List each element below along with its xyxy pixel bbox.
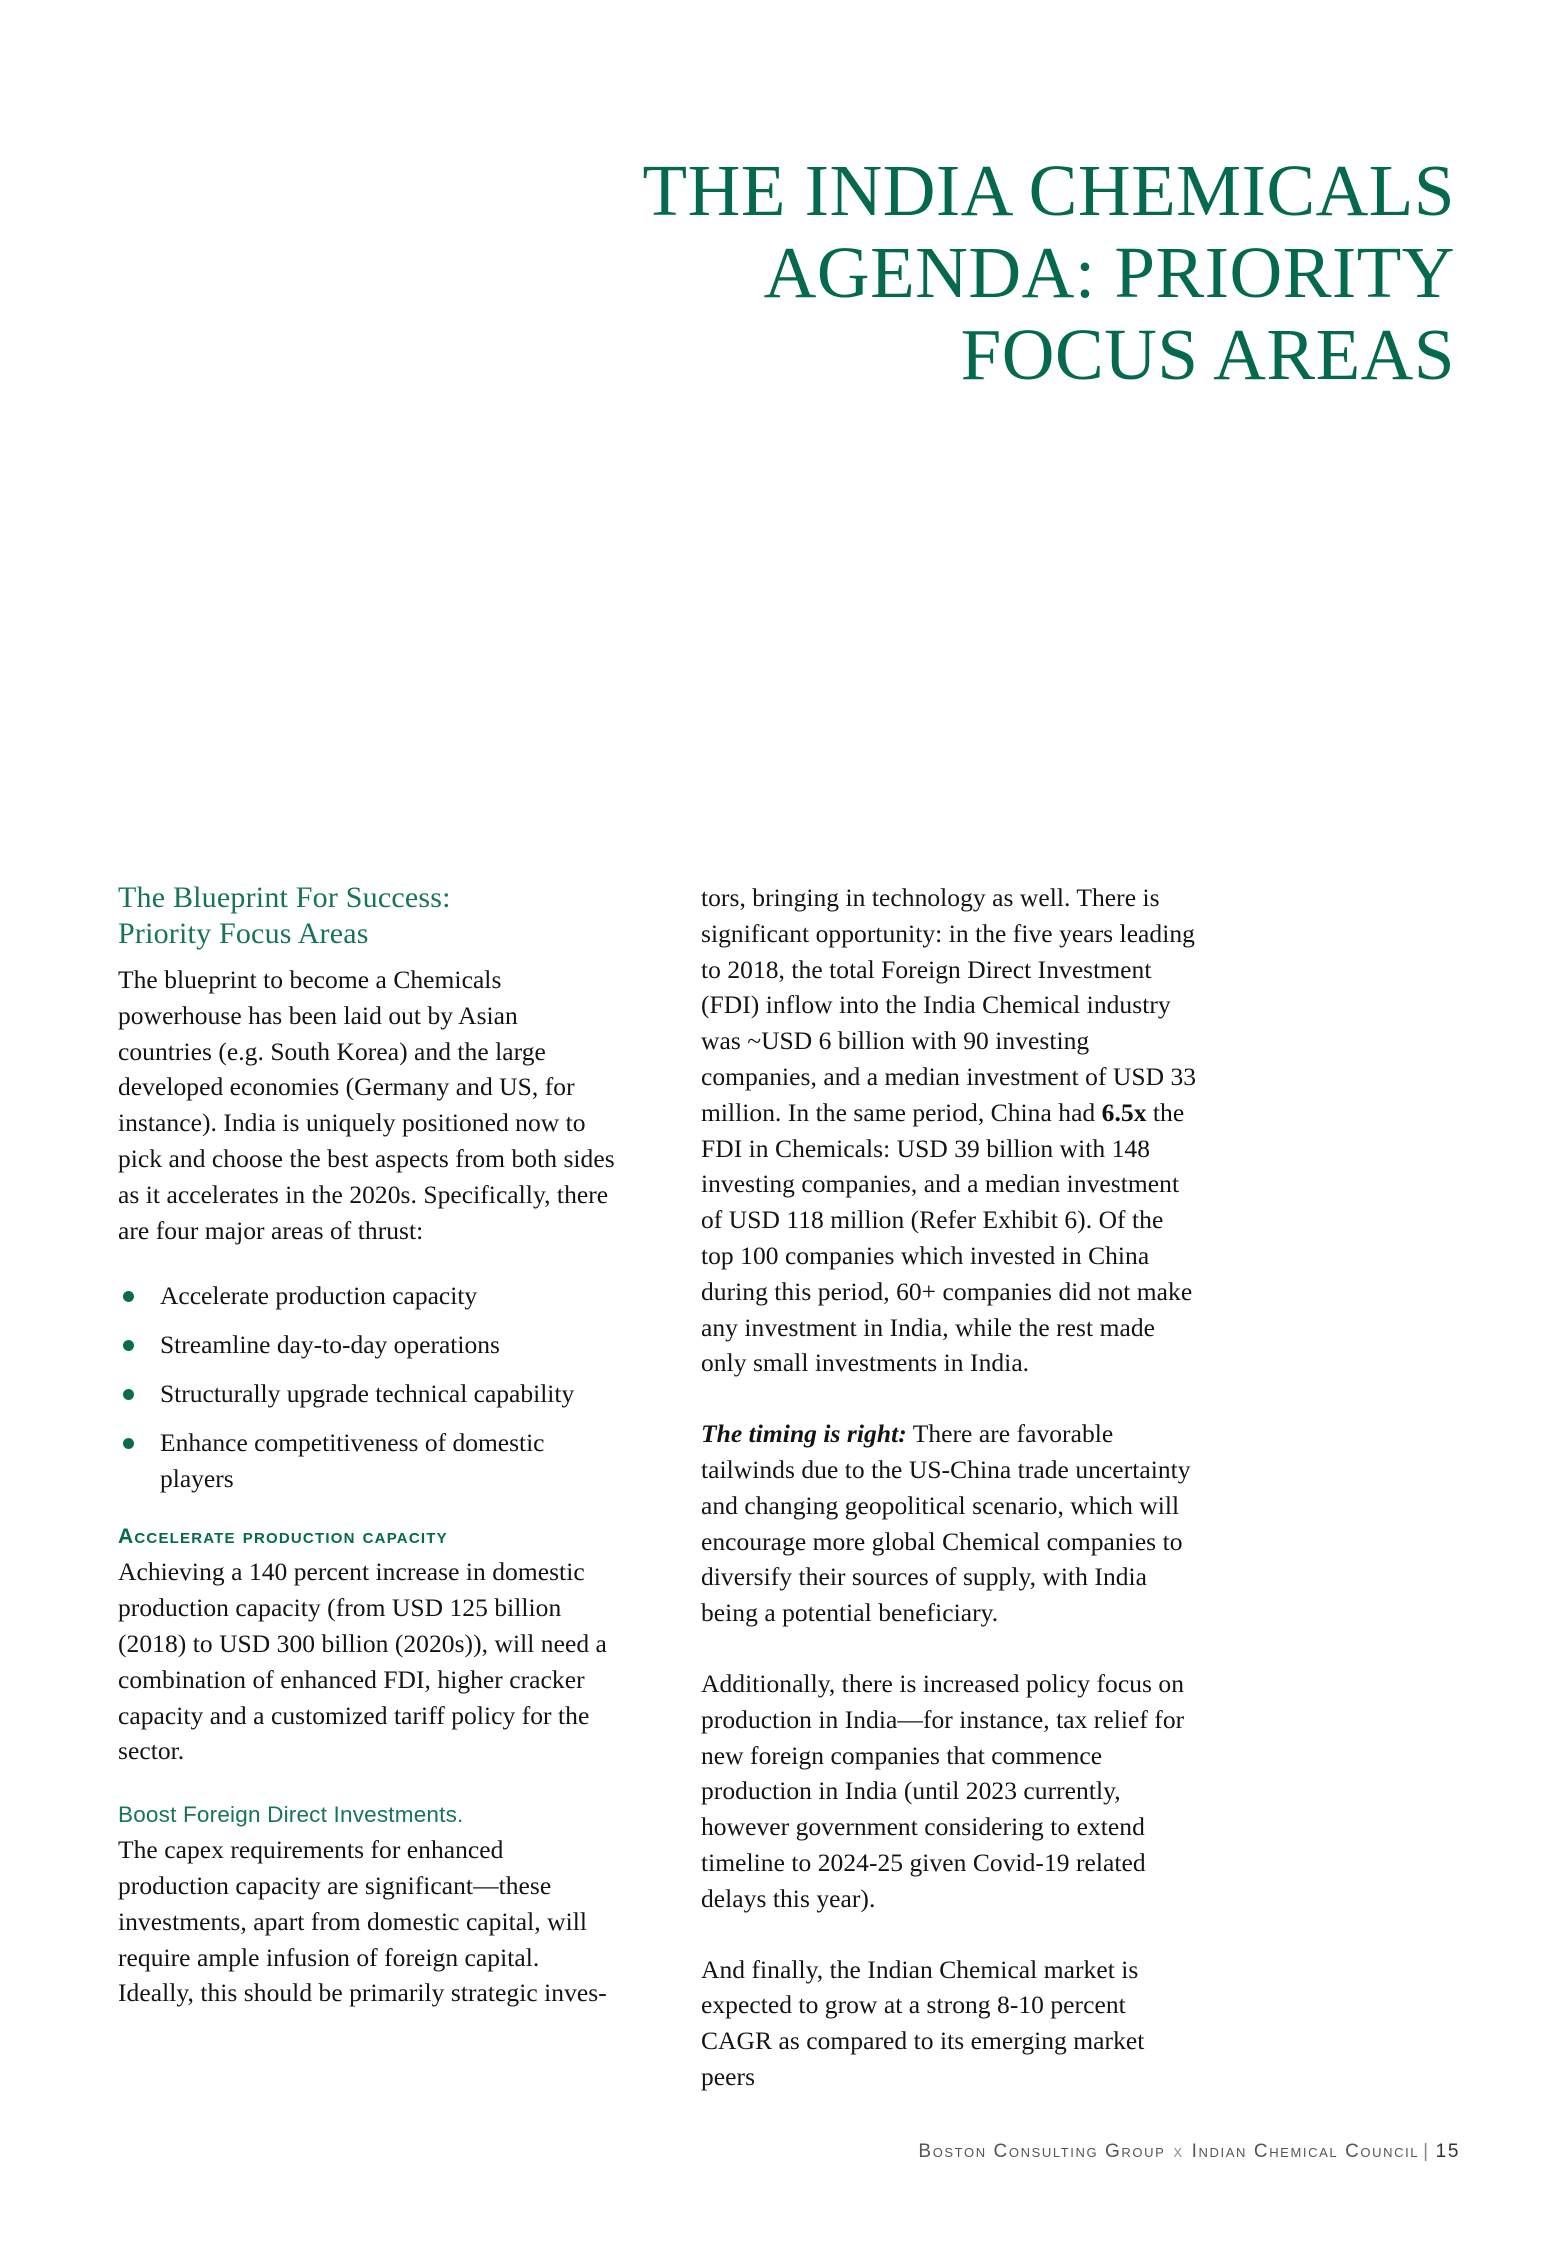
footer-page-number: 15 xyxy=(1435,2141,1460,2162)
list-item-label: Enhance competitiveness of domestic players xyxy=(160,1427,545,1493)
bullet-dot-icon xyxy=(123,1291,134,1302)
bullet-dot-icon xyxy=(123,1438,134,1449)
list-item xyxy=(118,1327,618,1363)
paragraph-intro: The blueprint to become a Chemicals powerhouse has been laid out by Asian countries (e.g. South Korea) and the large developed economies (Germany and US, for instance). India is uniquely positioned now to pick and choose the best aspects from both sides as it accelerates in the 2020s. Specifically, there are four major areas of thrust: xyxy=(118,965,615,1245)
subheading-boost-foreign-direct-investments: Boost Foreign Direct Investments. xyxy=(118,1802,464,1828)
paragraph-fdi-continued xyxy=(701,880,1201,1381)
bullet-dot-icon xyxy=(123,1340,134,1351)
body-columns xyxy=(118,880,1253,2100)
subheading-accelerate-production-capacity: Accelerate production capacity xyxy=(118,1525,448,1549)
list-item xyxy=(118,1278,618,1314)
list-item-label: Streamline day-to-day operations xyxy=(160,1330,500,1360)
paragraph-timing-lead-in: The timing is right: xyxy=(701,1419,907,1449)
paragraph-fdi-lead: tors, bringing in technology as well. There is significant opportunity: in the five years leading to 2018, the total Foreign Direct Investment (FDI) inflow into the India Chemical industry was ~USD 6 billion with 90 investing companies, and a median investment of USD 33 million. In the same period, China had xyxy=(701,883,1197,1127)
section-heading-line-2: Priority Focus Areas xyxy=(118,917,369,950)
footer-org-one: Boston Consulting Group xyxy=(918,2141,1166,2162)
bullet-dot-icon xyxy=(123,1389,134,1400)
page-title-line-3: FOCUS AREAS xyxy=(960,314,1455,395)
focus-area-list xyxy=(118,1278,618,1496)
paragraph-timing xyxy=(701,1416,1201,1631)
paragraph-policy-focus: Additionally, there is increased policy focus on production in India—for instance, tax relief for new foreign companies that commence production in India (until 2023 currently, however government considering to extend timeline to 2024-25 given Covid-19 related delays this year). xyxy=(701,1668,1185,1913)
list-item xyxy=(118,1425,618,1497)
list-item-label: Structurally upgrade technical capability xyxy=(160,1378,575,1408)
page-title-line-1: THE INDIA CHEMICALS xyxy=(642,150,1455,231)
footer-connector: x xyxy=(1173,2141,1184,2162)
paragraph-fdi-multiple: 6.5x xyxy=(1101,1097,1147,1127)
footer-org-two: Indian Chemical Council xyxy=(1191,2141,1420,2162)
list-item-label: Accelerate production capacity xyxy=(160,1281,478,1311)
section-heading-line-1: The Blueprint For Success: xyxy=(118,881,451,914)
list-item xyxy=(118,1376,618,1412)
page-title-line-2: AGENDA: PRIORITY xyxy=(763,232,1455,313)
paragraph-fdi-tail: the FDI in Chemicals: USD 39 billion with 148 investing companies, and a median investment of USD 118 million (Refer Exhibit 6). Of the top 100 companies which invested in China during this period, 60+ companies did not make any investment in India, while the rest made only small investments in India. xyxy=(701,1097,1193,1378)
section-heading-blueprint xyxy=(118,880,618,952)
paragraph-accelerate: Achieving a 140 percent increase in domestic production capacity (from USD 125 billion (2018) to USD 300 billion (2020s)), will need a combination of enhanced FDI, higher cracker capacity and a customized tariff policy for the sector. xyxy=(118,1557,607,1766)
page-title xyxy=(330,150,1455,396)
paragraph-boost-fdi: The capex requirements for enhanced production capacity are significant—these investments, apart from domestic capital, will require ample infusion of foreign capital. Ideally, this should be primarily strategic inves- xyxy=(118,1835,607,2008)
column-right xyxy=(701,880,1201,2095)
footer-separator: | xyxy=(1423,2141,1430,2162)
column-left xyxy=(118,880,618,2011)
paragraph-market-growth: And finally, the Indian Chemical market is expected to grow at a strong 8-10 percent CAGR as compared to its emerging market peers xyxy=(701,1954,1145,2091)
paragraph-timing-body: There are favorable tailwinds due to the US-China trade uncertainty and changing geopolitical scenario, which will encourage more global Chemical companies to diversify their sources of supply, with India being a potential beneficiary. xyxy=(701,1419,1191,1628)
page-footer xyxy=(0,2141,1460,2163)
